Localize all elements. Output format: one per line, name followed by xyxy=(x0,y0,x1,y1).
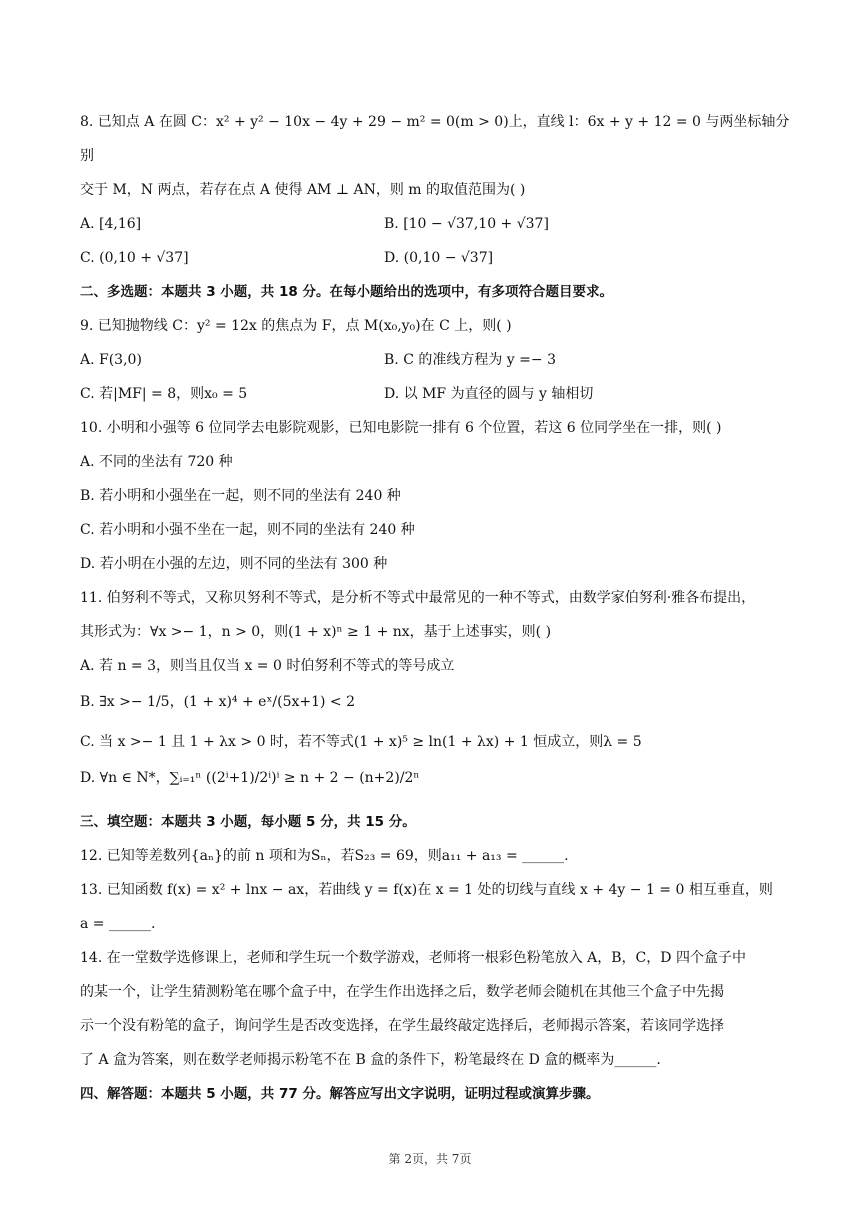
text-line: D. 以 MF 为直径的圆与 y 轴相切 xyxy=(384,386,594,402)
text-line: a = ______. xyxy=(80,916,156,932)
text-line: D. (0,10 − √37] xyxy=(384,250,494,266)
text-line: A. 若 n = 3，则当且仅当 x = 0 时伯努利不等式的等号成立 xyxy=(80,658,455,674)
page-footer: 第 2页，共 7页 xyxy=(388,1152,472,1166)
text-line: 别 xyxy=(80,148,94,164)
text-line: 示一个没有粉笔的盒子，询问学生是否改变选择，在学生最终敲定选择后，老师揭示答案，若该同学选择 xyxy=(80,1018,724,1034)
text-line: 11. 伯努利不等式，又称贝努利不等式，是分析不等式中最常见的一种不等式，由数学家伯努利·雅各布提出， xyxy=(80,590,756,606)
section-heading: 三、填空题：本题共 3 小题，每小题 5 分，共 15 分。 xyxy=(80,814,416,830)
text-line: 了 A 盒为答案，则在数学老师揭示粉笔不在 B 盒的条件下，粉笔最终在 D 盒的概率为______. xyxy=(80,1052,661,1068)
text-line: 13. 已知函数 f(x) = x² + lnx − ax，若曲线 y = f(x)在 x = 1 处的切线与直线 x + 4y − 1 = 0 相互垂直，则 xyxy=(80,882,773,898)
text-line: A. [4,16] xyxy=(80,216,142,232)
text-line: 14. 在一堂数学选修课上，老师和学生玩一个数学游戏，老师将一根彩色粉笔放入 A，B，C，D 四个盒子中 xyxy=(80,950,746,966)
text-line: D. ∀n ∈ N*，∑ᵢ₌₁ⁿ ((2ⁱ+1)/2ⁱ)ⁱ ≥ n + 2 − (n+2)/2ⁿ xyxy=(80,770,420,786)
text-line: 8. 已知点 A 在圆 C：x² + y² − 10x − 4y + 29 − m² = 0(m > 0)上，直线 l：6x + y + 12 = 0 与两坐标轴分 xyxy=(80,114,790,130)
text-line: B. 若小明和小强坐在一起，则不同的坐法有 240 种 xyxy=(80,488,401,504)
text-line: 12. 已知等差数列{aₙ}的前 n 项和为Sₙ，若S₂₃ = 69，则a₁₁ + a₁₃ = ______. xyxy=(80,848,569,864)
section-heading: 四、解答题：本题共 5 小题，共 77 分。解答应写出文字说明，证明过程或演算步骤。 xyxy=(80,1086,600,1102)
text-line: 9. 已知抛物线 C：y² = 12x 的焦点为 F，点 M(x₀,y₀)在 C 上，则( ) xyxy=(80,318,512,334)
text-line: C. 若|MF| = 8，则x₀ = 5 xyxy=(80,386,248,402)
text-line: 其形式为：∀x >− 1，n > 0，则(1 + x)ⁿ ≥ 1 + nx，基于上述事实，则( ) xyxy=(80,624,552,640)
text-line: B. ∃x >− 1/5，(1 + x)⁴ + eˣ/(5x+1) < 2 xyxy=(80,694,356,710)
text-line: B. C 的准线方程为 y =− 3 xyxy=(384,352,556,368)
text-line: 10. 小明和小强等 6 位同学去电影院观影，已知电影院一排有 6 个位置，若这 6 位同学坐在一排，则( ) xyxy=(80,420,722,436)
section-heading: 二、多选题：本题共 3 小题，共 18 分。在每小题给出的选项中，有多项符合题目要求。 xyxy=(80,284,613,300)
text-line: C. (0,10 + √37] xyxy=(80,250,189,266)
text-line: B. [10 − √37,10 + √37] xyxy=(384,216,549,232)
text-line: C. 当 x >− 1 且 1 + λx > 0 时，若不等式(1 + x)⁵ ≥ ln(1 + λx) + 1 恒成立，则λ = 5 xyxy=(80,734,642,750)
text-line: A. F(3,0) xyxy=(80,352,142,368)
text-line: 的某一个，让学生猜测粉笔在哪个盒子中，在学生作出选择之后，数学老师会随机在其他三个盒子中先揭 xyxy=(80,984,724,1000)
text-line: A. 不同的坐法有 720 种 xyxy=(80,454,233,470)
text-line: C. 若小明和小强不坐在一起，则不同的坐法有 240 种 xyxy=(80,522,415,538)
text-line: 交于 M，N 两点，若存在点 A 使得 AM ⊥ AN，则 m 的取值范围为( ) xyxy=(80,182,526,198)
text-line: D. 若小明在小强的左边，则不同的坐法有 300 种 xyxy=(80,556,388,572)
